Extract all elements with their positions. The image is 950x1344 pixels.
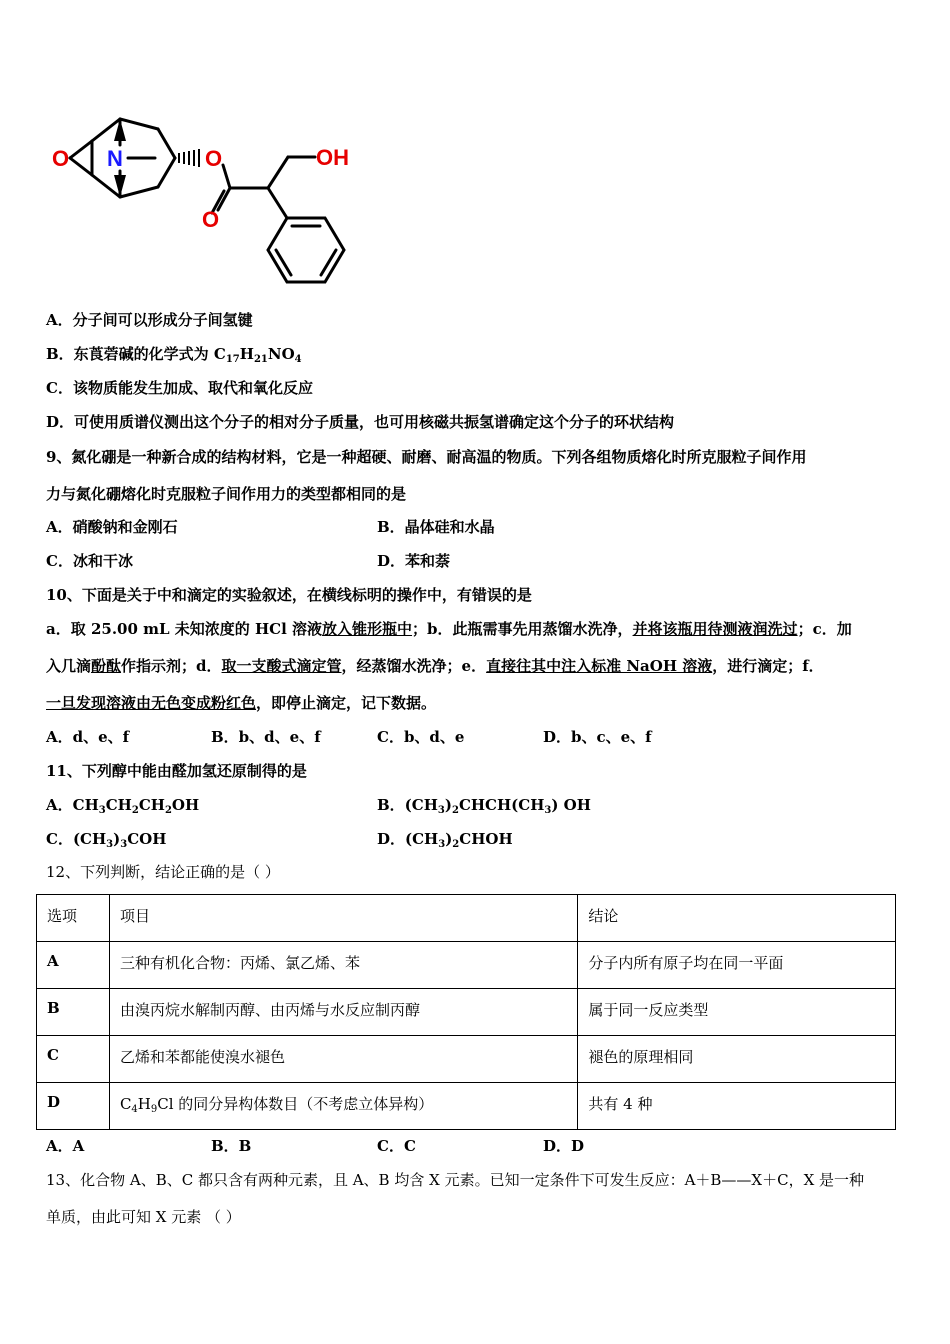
table-cell: 分子内所有原子均在同一平面: [578, 942, 896, 989]
table-cell: A: [37, 942, 110, 989]
carbonyl-oxygen-label: O: [202, 207, 220, 232]
q9-options-row2: C．冰和干冰 D．苯和萘: [46, 552, 451, 570]
table-row: [37, 942, 896, 989]
ring-bond: [158, 129, 175, 158]
q10-line2: 入几滴酚酞作指示剂；d．取一支酸式滴定管，经蒸馏水洗净；e．直接往其中注入标准 NaOH 溶液，进行滴定；f．: [46, 657, 824, 675]
o-c-bond: [223, 165, 230, 188]
epoxide-bond-bottom: [70, 158, 92, 175]
c-phenyl-bond: [268, 188, 287, 218]
table-cell: D: [37, 1083, 110, 1130]
header-cell: 项目: [109, 895, 577, 942]
table-row: [37, 1083, 896, 1130]
ring-bond: [120, 119, 158, 129]
table-cell: 共有 4 种: [578, 1083, 896, 1130]
epoxide-oxygen-label: O: [52, 146, 70, 171]
table-cell: C: [37, 1036, 110, 1083]
q12-options: A．A B．B C．C D．D: [46, 1137, 585, 1155]
ring-bond: [120, 187, 158, 197]
ring-bond: [158, 158, 175, 187]
table-cell: $C_4H_9Cl$ 的同分异构体数目（不考虑立体异构）: [109, 1083, 577, 1130]
table-header-row: [37, 895, 896, 942]
q8-option-d: D．可使用质谱仪测出这个分子的相对分子质量，也可用核磁共振氢谱确定这个分子的环状结构: [46, 413, 675, 431]
table-row: [37, 989, 896, 1036]
q10-line3: 一旦发现溶液由无色变成粉红色，即停止滴定，记下数据。: [46, 694, 437, 712]
q9-stem-line2: 力与氮化硼熔化时克服粒子间作用力的类型都相同的是: [46, 485, 407, 503]
table-cell: 乙烯和苯都能使溴水褪色: [109, 1036, 577, 1083]
header-cell: 结论: [578, 895, 896, 942]
table-row: [37, 1036, 896, 1083]
q11-stem: 11、下列醇中能由醛加氢还原制得的是: [46, 762, 307, 780]
table-cell: 由溴丙烷水解制丙醇、由丙烯与水反应制丙醇: [109, 989, 577, 1036]
benzene-double: [276, 250, 291, 275]
ester-oxygen-label: O: [205, 146, 223, 171]
header-cell: 选项: [37, 895, 110, 942]
table-cell: B: [37, 989, 110, 1036]
benzene-double: [321, 250, 336, 275]
table-cell: 属于同一反应类型: [578, 989, 896, 1036]
q10-line1: a．取 25.00 mL 未知浓度的 HCl 溶液放入锥形瓶中；b．此瓶需事先用蒸馏水洗净，并将该瓶用待测液润洗过；c．加: [46, 620, 852, 638]
epoxide-bond-top: [70, 141, 92, 158]
q13-stem-line1: 13、化合物 A、B、C 都只含有两种元素，且 A、B 均含 X 元素。已知一定条件下可发生反应：A＋B——X＋C，X 是一种: [46, 1171, 865, 1189]
q10-options: A．d、e、f B．b、d、e、f C．b、d、e D．b、c、e、f: [46, 728, 652, 746]
q9-stem-line1: 9、氮化硼是一种新合成的结构材料，它是一种超硬、耐磨、耐高温的物质。下列各组物质熔化时所克服粒子间作用: [46, 448, 807, 466]
q8-option-a: A．分子间可以形成分子间氢键: [46, 311, 253, 329]
table-cell: 三种有机化合物：丙烯、氯乙烯、苯: [109, 942, 577, 989]
q10-stem: 10、下面是关于中和滴定的实验叙述，在横线标明的操作中，有错误的是: [46, 586, 532, 604]
q8-option-b: B．东莨菪碱的化学式为 $C_{17}H_{21}NO_4$: [46, 345, 302, 365]
benzene-ring: [268, 218, 344, 282]
table-cell: 褪色的原理相同: [578, 1036, 896, 1083]
hydroxyl-label: OH: [316, 145, 349, 170]
q12-stem: 12、下列判断，结论正确的是（ ）: [46, 863, 280, 881]
scopolamine-structure: [40, 105, 360, 290]
q9-options-row1: A．硝酸钠和金刚石 B．晶体硅和水晶: [46, 518, 495, 536]
q8-option-c: C．该物质能发生加成、取代和氧化反应: [46, 379, 313, 397]
c-ch2-bond: [268, 157, 288, 188]
q11-options-row2: C．$(CH_3)_3COH$ D．$(CH_3)_2CHOH$: [46, 830, 513, 850]
nitrogen-label: N: [107, 146, 123, 171]
q12-table: [36, 894, 896, 1130]
q13-stem-line2: 单质，由此可知 X 元素 （ ）: [46, 1208, 241, 1226]
q11-options-row1: A．$CH_3CH_2CH_2OH$ B．$(CH_3)_2CHCH(CH_3)$ OH: [46, 796, 591, 816]
